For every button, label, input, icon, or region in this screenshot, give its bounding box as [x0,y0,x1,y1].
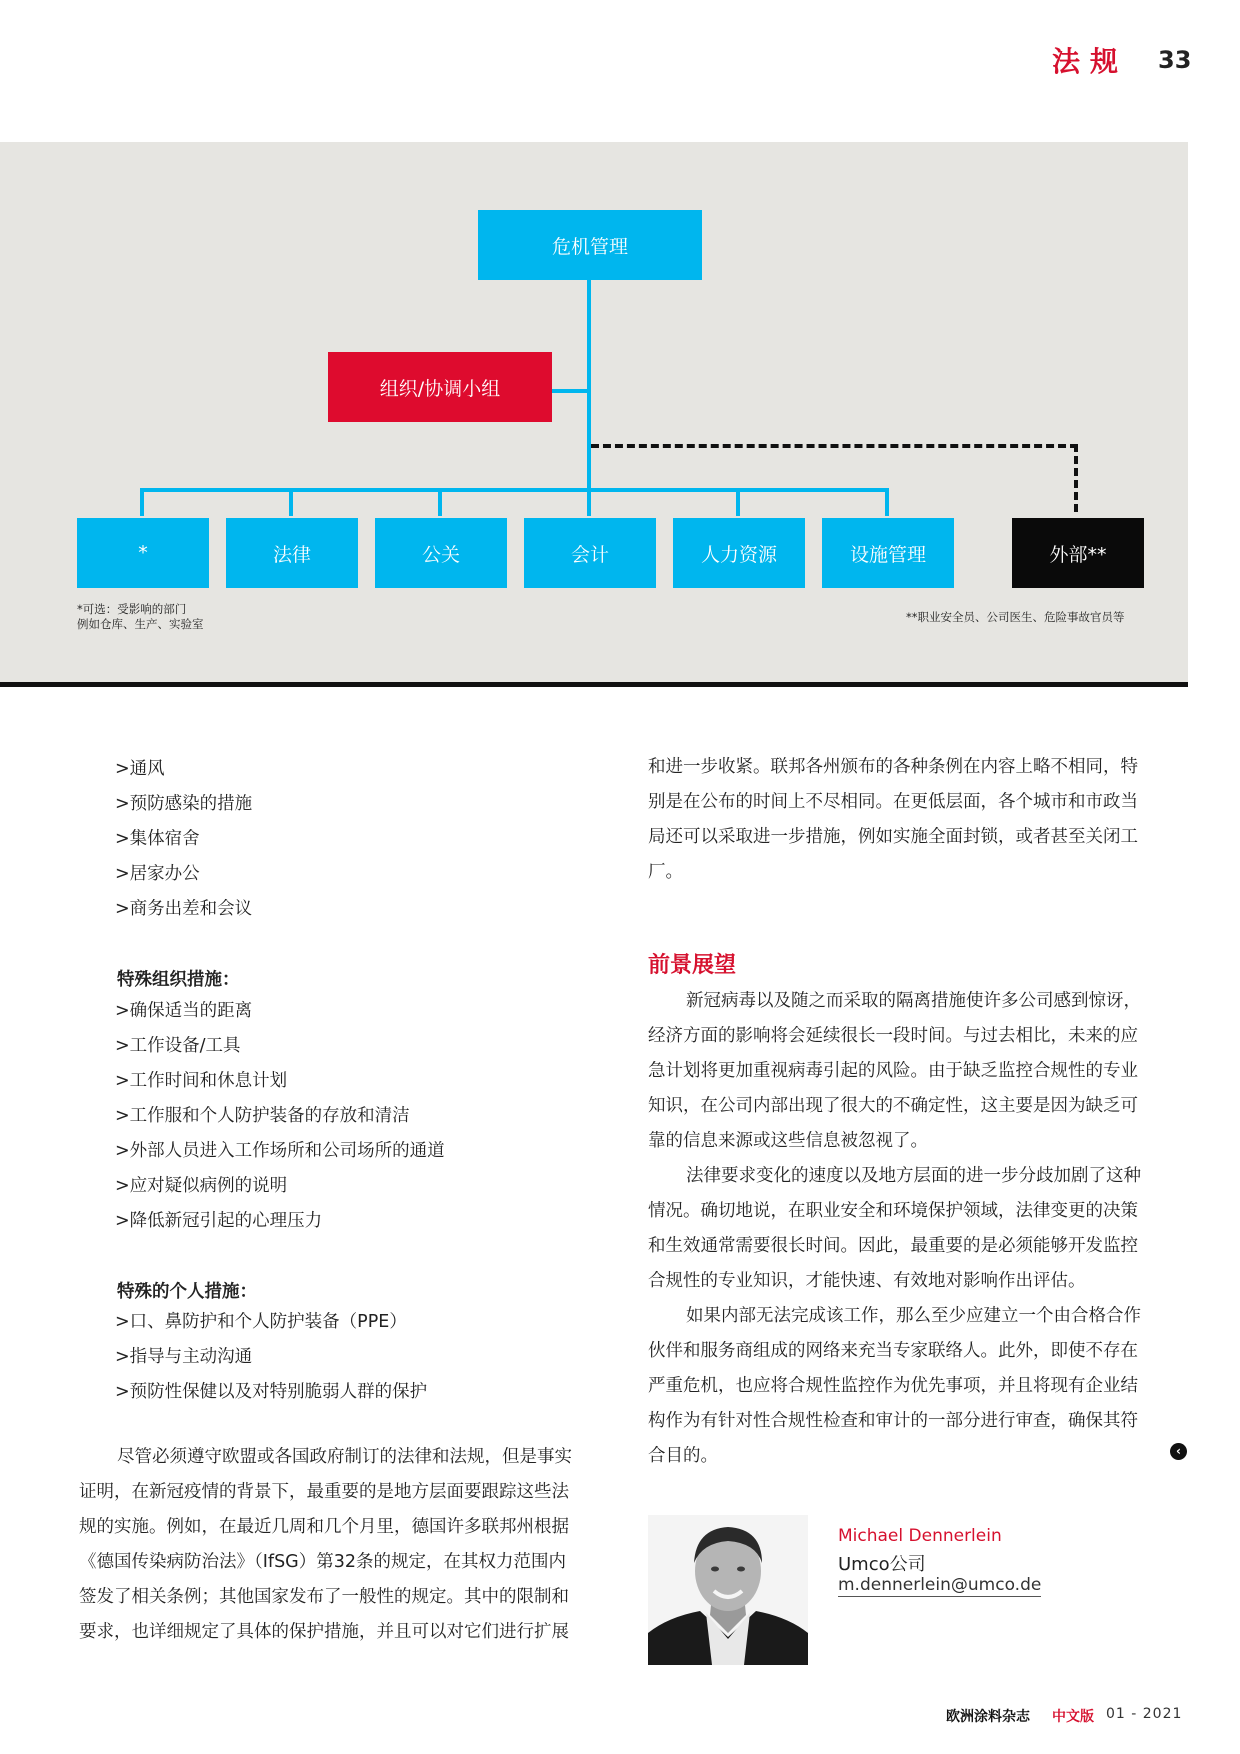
organisational-measures-heading: 特殊组织措施： [117,970,240,990]
connector-drop [140,488,144,516]
crisis-management-diagram [0,142,1188,687]
list-item: >预防性保健以及对特别脆弱人群的保护 [115,1382,428,1402]
list-item: >居家办公 [115,864,200,884]
list-item: >工作设备/工具 [115,1036,241,1056]
list-item: >应对疑似病例的说明 [115,1176,288,1196]
list-item: >外部人员进入工作场所和公司场所的通道 [115,1141,445,1161]
list-item: >工作服和个人防护装备的存放和清洁 [115,1106,410,1126]
connector-drop [289,488,293,516]
coordination-team-box: 组织/协调小组 [328,352,552,422]
connector-external-drop [1074,444,1078,512]
list-item: >预防感染的措施 [115,794,253,814]
external-box: 外部** [1012,518,1144,588]
author-photo [648,1515,808,1665]
list-item: >通风 [115,759,165,779]
list-item: >商务出差和会议 [115,899,253,919]
page-number: 33 [1158,46,1192,74]
personal-measures-list [115,1311,427,1416]
footer-magazine: 欧洲涂料杂志 [946,1709,1030,1725]
connector-coordination [552,389,589,393]
footer-edition: 中文版 [1052,1709,1094,1725]
body-paragraph-left: 尽管必须遵守欧盟或各国政府制订的法律和法规，但是事实 证明，在新冠疫情的背景下，最重要的是地方层面要跟踪这些法 规的实施。例如，在最近几周和几个月里，德国许多联邦州根据 《德国传染病防治法》（IfSG）第32条的规定，在其权力范围内 签发了相关条例；其他国家发布了一般性的规定。其中的限制和 要求，也详细规定了具体的保护措施，并且可以对它们进行扩展 [79,1447,572,1642]
department-legal-box: 法律 [226,518,358,588]
organisational-measures-list [115,1000,445,1245]
personal-measures-heading: 特殊的个人措施： [117,1282,257,1302]
list-item: >降低新冠引起的心理压力 [115,1211,323,1231]
list-item: >集体宿舍 [115,829,200,849]
crisis-management-box: 危机管理 [478,210,702,280]
connector-departments [140,488,888,492]
connector-trunk [587,280,591,488]
connector-drop [587,488,591,516]
department-accounting-box: 会计 [524,518,656,588]
section-title: 法规 [1052,45,1129,78]
department-hr-box: 人力资源 [673,518,805,588]
list-item: >指导与主动沟通 [115,1347,253,1367]
list-item: >工作时间和休息计划 [115,1071,288,1091]
footer-issue: 01 - 2021 [1106,1706,1183,1722]
list-item: >确保适当的距离 [115,1001,253,1021]
connector-external-dashed [591,444,1078,448]
list-item: >口、鼻防护和个人防护装备（PPE） [115,1312,407,1332]
connector-drop [885,488,889,516]
measures-list [115,758,252,933]
author-name: Michael Dennerlein [838,1526,1002,1546]
connector-drop [736,488,740,516]
portrait-svg [648,1515,808,1665]
back-arrow-icon[interactable]: ‹ [1170,1443,1187,1460]
department-pr-box: 公关 [375,518,507,588]
author-email-link[interactable]: m.dennerlein@umco.de [838,1575,1042,1595]
department-facilities-box: 设施管理 [822,518,954,588]
diagram-note-left: *可选：受影响的部门 例如仓库、生产、实验室 [77,602,204,631]
author-company: Umco公司 [838,1554,926,1575]
body-paragraph-outlook: 新冠病毒以及随之而采取的隔离措施使许多公司感到惊讶， 经济方面的影响将会延续很长一段时间。与过去相比，未来的应 急计划将更加重视病毒引起的风险。由于缺乏监控合规性的专业 知识，在公司内部出现了很大的不确定性，这主要是因为缺乏可 靠的信息来源或这些信息被忽视了。 法律要求变化的速度以及地方层面的进一步分歧加剧了这种 情况。确切地说，在职业安全和环境保护领域，法律变更的决策 和生效通常需要很长时间。因此，最重要的是必须能够开发监控 合规性的专业知识，才能快速、有效地对影响作出评估。 如果内部无法完成该工作，那么至少应建立一个由合格合作 伙伴和服务商组成的网络来充当专家联络人。此外，即使不存在 严重危机，也应将合规性监控作为优先事项，并且将现有企业结 构作为有针对性合规性检查和审计的一部分进行审查，确保其符 合目的。 [648,991,1141,1466]
department-optional-box: * [77,518,209,588]
outlook-heading: 前景展望 [648,953,737,978]
body-paragraph-continued: 和进一步收紧。联邦各州颁布的各种条例在内容上略不相同，特 别是在公布的时间上不尽相同。在更低层面，各个城市和市政当 局还可以采取进一步措施，例如实施全面封锁，或者甚至关闭工 厂。 [648,757,1138,882]
diagram-note-right: **职业安全员、公司医生、危险事故官员等 [906,610,1125,624]
connector-drop [438,488,442,516]
